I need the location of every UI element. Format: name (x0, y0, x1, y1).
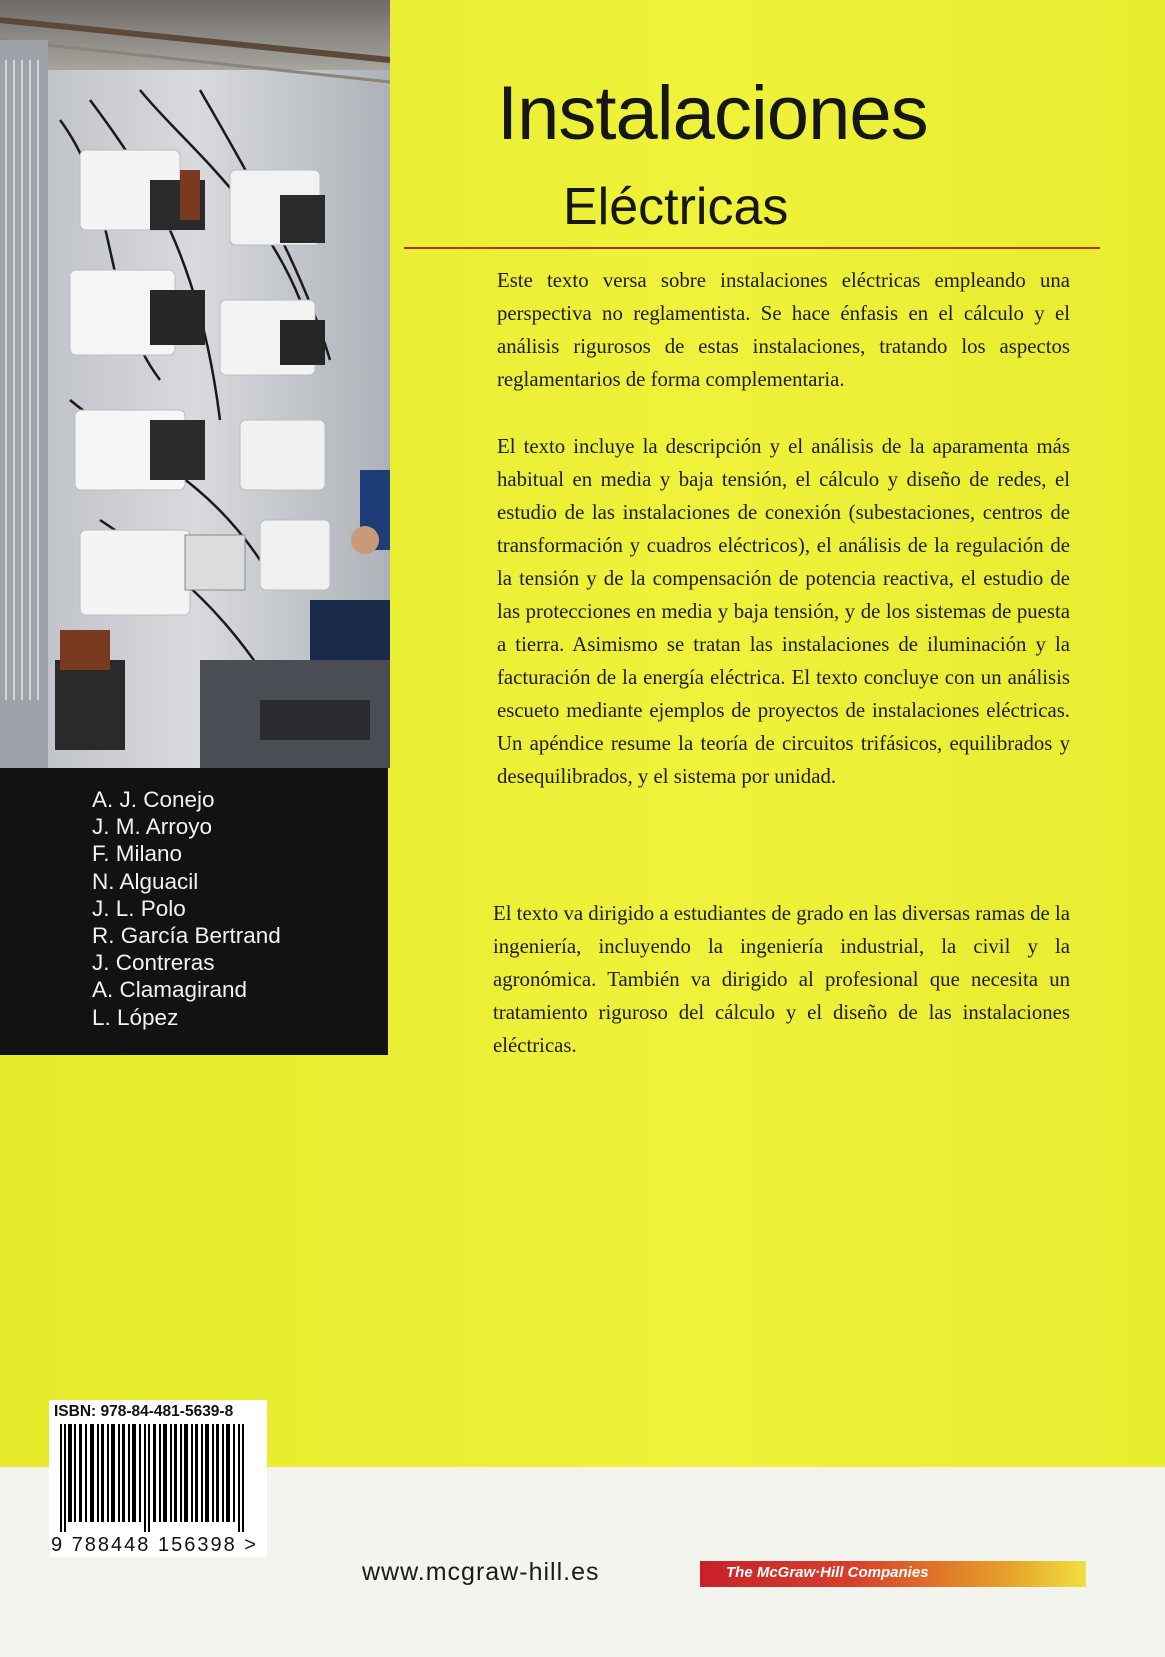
book-subtitle: Eléctricas (563, 178, 789, 236)
publisher-website: www.mcgraw-hill.es (362, 1558, 600, 1586)
description-paragraph-3: El texto va dirigido a estudiantes de grado en las diversas ramas de la ingeniería, incluyendo la ingeniería industrial, la civil y la agronómica. También va dirigido al profesional que necesita un tratamiento riguroso del cálculo y el diseño de las instalaciones eléctricas. (493, 902, 1070, 1057)
author-name: A. Clamagirand (92, 977, 248, 1003)
author-name: R. García Bertrand (92, 923, 281, 949)
book-title: Instalaciones (497, 71, 928, 156)
barcode-graphic (54, 1424, 262, 1532)
author-name: F. Milano (92, 841, 183, 867)
author-name: L. López (92, 1004, 179, 1030)
description-paragraph-2: El texto incluye la descripción y el análisis de la aparamenta más habitual en media y baja tensión, el cálculo y diseño de redes, el estudio de las instalaciones de conexión (subestaciones, centros de transformación y cuadros eléctricos), el análisis de la regulación de la tensión y de la compensación de potencia reactiva, el estudio de las protecciones en media y baja tensión, y de los sistemas de puesta a tierra. Asimismo se tratan las instalaciones de iluminación y la facturación de la energía eléctrica. El texto concluye con un análisis escueto mediante ejemplos de proyectos de instalaciones eléctricas. Un apéndice resume la teoría de circuitos trifásicos, equilibrados y desequilibrados, y el sistema por unidad. (497, 435, 1070, 788)
title-divider (404, 247, 1100, 249)
authors-block (0, 768, 388, 1055)
isbn-label: ISBN: 978-84-481-5639-8 (54, 1403, 234, 1420)
author-name: J. Contreras (92, 950, 215, 976)
author-name: A. J. Conejo (92, 787, 215, 812)
publisher-logo-text: The McGraw·Hill Companies (726, 1564, 929, 1581)
barcode-digits: 9 788448 156398 > (51, 1534, 258, 1556)
description-paragraph-1: Este texto versa sobre instalaciones eléctricas empleando una perspectiva no reglamentista. Se hace énfasis en el cálculo y el análisis rigurosos de estas instalaciones, tratando los aspectos reglamentarios de forma complementaria. (497, 269, 1070, 391)
author-name: J. M. Arroyo (92, 814, 213, 840)
cover-photo-electrical-panels (0, 0, 390, 768)
author-name: N. Alguacil (92, 868, 199, 894)
author-name: J. L. Polo (92, 895, 186, 921)
